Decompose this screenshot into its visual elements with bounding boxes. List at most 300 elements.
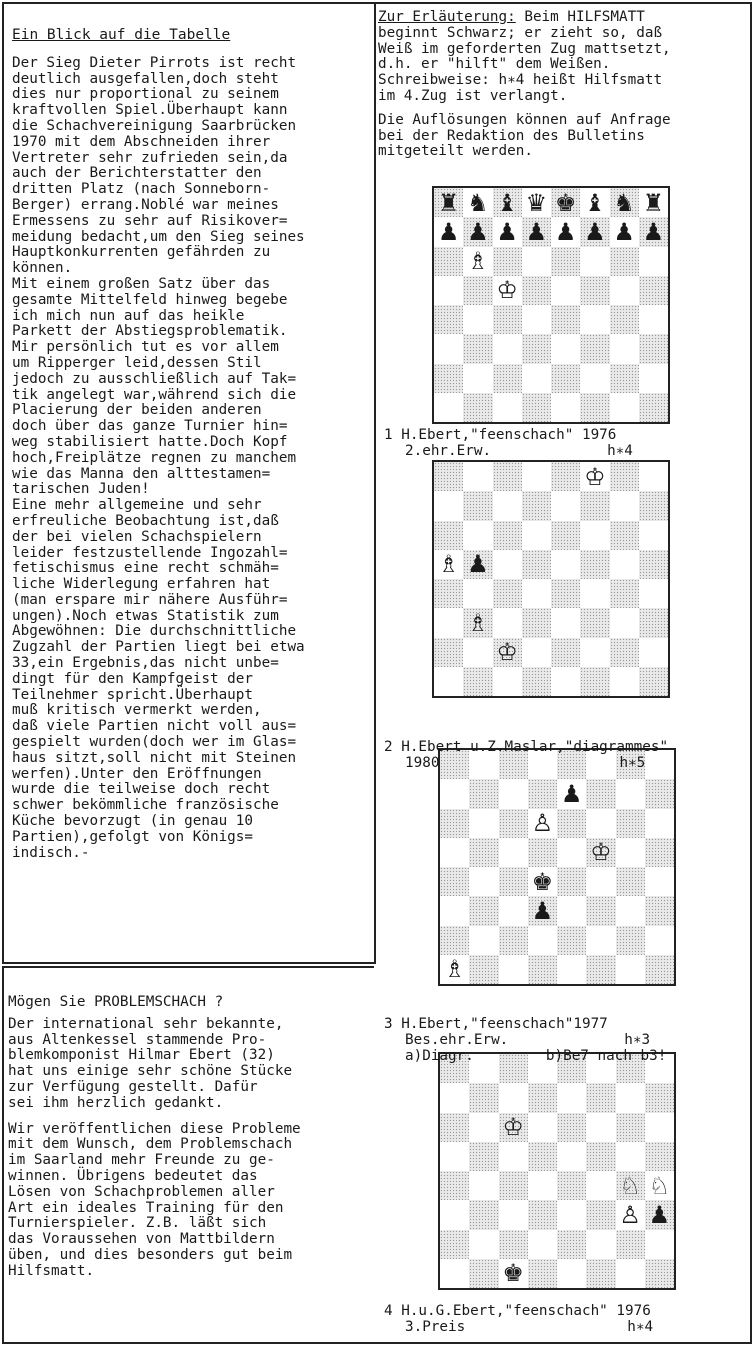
board-square bbox=[616, 1230, 645, 1259]
board-square bbox=[463, 521, 492, 550]
board-square bbox=[493, 364, 522, 393]
caption-award bbox=[384, 1320, 748, 1336]
board-square bbox=[586, 809, 615, 838]
board-square bbox=[469, 1113, 498, 1142]
board-square bbox=[580, 521, 609, 550]
white-bishop-icon: ♗ bbox=[467, 608, 489, 637]
board-square bbox=[522, 305, 551, 334]
text-line: Der international sehr bekannte, bbox=[8, 1015, 284, 1032]
caption-problem-4 bbox=[384, 1304, 748, 1336]
board-square bbox=[493, 550, 522, 579]
text-line: zur Verfügung gestellt. Dafür bbox=[8, 1078, 258, 1095]
board-square bbox=[639, 462, 668, 491]
board-square bbox=[610, 334, 639, 363]
board-square bbox=[645, 955, 674, 984]
board-square bbox=[499, 867, 528, 896]
caption-problem-2 bbox=[384, 740, 748, 772]
board-square bbox=[580, 364, 609, 393]
board-square bbox=[434, 550, 463, 579]
board-square bbox=[639, 393, 668, 422]
board-square bbox=[580, 608, 609, 637]
text-line: hoch,Freiplätze regnen zu manchem bbox=[12, 449, 297, 466]
text-line: blemkomponist Hilmar Ebert (32) bbox=[8, 1047, 275, 1064]
board-square bbox=[557, 1142, 586, 1171]
board-square bbox=[610, 247, 639, 276]
chess-diagram-2 bbox=[432, 460, 670, 698]
text-line: 1970 mit dem Abschneiden ihrer bbox=[12, 133, 271, 150]
board-square bbox=[610, 550, 639, 579]
text-line: auch der Berichterstatter den bbox=[12, 165, 262, 182]
black-king-icon: ♚ bbox=[554, 188, 577, 217]
board-square bbox=[440, 955, 469, 984]
board-square bbox=[528, 955, 557, 984]
text-line: liche Widerlegung erfahren hat bbox=[12, 576, 271, 593]
caption-problem-1 bbox=[384, 428, 748, 460]
text-line: meidung bedacht,um den Sieg seines bbox=[12, 228, 305, 245]
text-line: dingt für den Kampfgeist der bbox=[12, 670, 254, 687]
board-square bbox=[522, 188, 551, 217]
board-square bbox=[580, 217, 609, 246]
board-square bbox=[639, 579, 668, 608]
board-square bbox=[645, 1083, 674, 1112]
board-square bbox=[551, 217, 580, 246]
caption-twin-b: b)Be7 nach b3! bbox=[545, 1047, 667, 1064]
black-pawn-icon: ♟ bbox=[467, 217, 489, 246]
board-square bbox=[493, 491, 522, 520]
text-line: dies nur proportional zu seinem bbox=[12, 86, 279, 103]
board-square bbox=[639, 638, 668, 667]
board-square bbox=[440, 1200, 469, 1229]
board-square bbox=[639, 667, 668, 696]
black-king-icon: ♚ bbox=[502, 1259, 524, 1288]
text-line: Ermessens zu sehr auf Risikover= bbox=[12, 212, 288, 229]
text-line: Mir persönlich tut es vor allem bbox=[12, 339, 279, 356]
board-square bbox=[645, 1171, 674, 1200]
board-square bbox=[616, 838, 645, 867]
board-square bbox=[580, 247, 609, 276]
black-pawn-icon: ♟ bbox=[531, 896, 554, 925]
caption-twin-a: a)Diagr. bbox=[405, 1047, 474, 1064]
caption-award-text: Bes.ehr.Erw. bbox=[405, 1031, 509, 1048]
explanation-heading: Zur Erläuterung: bbox=[378, 9, 516, 25]
board-square bbox=[645, 1259, 674, 1288]
board-square bbox=[645, 838, 674, 867]
board-square bbox=[440, 1259, 469, 1288]
explanation-body bbox=[378, 26, 748, 105]
board-square bbox=[499, 1142, 528, 1171]
board-square bbox=[469, 1142, 498, 1171]
board-square bbox=[586, 955, 615, 984]
board-square bbox=[463, 364, 492, 393]
board-square bbox=[551, 247, 580, 276]
white-bishop-icon: ♗ bbox=[443, 955, 466, 984]
board-square bbox=[586, 1113, 615, 1142]
text-line: wie das Manna den alttestamen= bbox=[12, 465, 271, 482]
board-square bbox=[586, 1083, 615, 1112]
board-square bbox=[493, 579, 522, 608]
chess-diagram-3 bbox=[438, 748, 676, 986]
board-square bbox=[610, 393, 639, 422]
board-square bbox=[610, 638, 639, 667]
text-line: ich mich nun auf das heikle bbox=[12, 307, 245, 324]
white-pawn-icon: ♙ bbox=[619, 1200, 641, 1229]
text-line: weg stabilisiert hatte.Doch Kopf bbox=[12, 433, 288, 450]
problem-article bbox=[8, 995, 372, 1280]
text-line: wurde die teilweise doch recht bbox=[12, 781, 271, 798]
text-line: Hauptkonkurrenten gefährden zu bbox=[12, 244, 271, 261]
board-square bbox=[610, 276, 639, 305]
board-square bbox=[469, 809, 498, 838]
board-square bbox=[522, 491, 551, 520]
board-square bbox=[551, 638, 580, 667]
board-square bbox=[580, 305, 609, 334]
black-king-icon: ♚ bbox=[531, 867, 554, 896]
board-square bbox=[493, 393, 522, 422]
board-square bbox=[610, 579, 639, 608]
board-square bbox=[440, 896, 469, 925]
white-king-icon: ♔ bbox=[496, 638, 518, 667]
board-square bbox=[434, 579, 463, 608]
top-rule-right bbox=[376, 2, 750, 4]
board-square bbox=[463, 608, 492, 637]
board-square bbox=[440, 779, 469, 808]
board-square bbox=[440, 1113, 469, 1142]
black-pawn-icon: ♟ bbox=[642, 217, 665, 246]
board-square bbox=[434, 188, 463, 217]
board-square bbox=[463, 217, 492, 246]
board-square bbox=[610, 521, 639, 550]
board-square bbox=[440, 809, 469, 838]
board-square bbox=[616, 809, 645, 838]
board-square bbox=[645, 926, 674, 955]
black-pawn-icon: ♟ bbox=[496, 217, 518, 246]
board-square bbox=[499, 1230, 528, 1259]
text-line: beginnt Schwarz; er zieht so, daß bbox=[378, 24, 663, 41]
board-square bbox=[586, 779, 615, 808]
board-square bbox=[522, 217, 551, 246]
board-square bbox=[557, 867, 586, 896]
board-square bbox=[551, 188, 580, 217]
text-line: Zugzahl der Partien liegt bei etwa bbox=[12, 639, 305, 656]
text-line: das Voraussehen von Mattbildern bbox=[8, 1231, 275, 1248]
board-square bbox=[551, 364, 580, 393]
black-knight-icon: ♞ bbox=[613, 188, 635, 217]
problem-article-body bbox=[8, 1122, 372, 1280]
caption-award bbox=[384, 1033, 748, 1049]
text-line: ungen).Noch etwas Statistik zum bbox=[12, 607, 279, 624]
board-square bbox=[616, 955, 645, 984]
solutions-note bbox=[378, 113, 748, 160]
text-line: Weiß im geforderten Zug mattsetzt, bbox=[378, 40, 671, 57]
text-line: daß viele Partien nicht voll aus= bbox=[12, 718, 297, 735]
text-line: im Saarland mehr Freunde zu ge- bbox=[8, 1152, 275, 1169]
board-square bbox=[469, 896, 498, 925]
board-square bbox=[639, 491, 668, 520]
text-line: die Schachvereinigung Saarbrücken bbox=[12, 117, 297, 134]
white-knight-icon: ♘ bbox=[648, 1171, 671, 1200]
board-square bbox=[528, 1142, 557, 1171]
board-square bbox=[551, 667, 580, 696]
board-square bbox=[645, 779, 674, 808]
board-square bbox=[551, 334, 580, 363]
white-bishop-icon: ♗ bbox=[467, 247, 489, 276]
board-square bbox=[493, 217, 522, 246]
board-square bbox=[499, 896, 528, 925]
board-square bbox=[469, 1200, 498, 1229]
board-square bbox=[616, 1113, 645, 1142]
text-line: hat uns einige sehr schöne Stücke bbox=[8, 1063, 293, 1080]
caption-stipulation: h∗5 bbox=[619, 754, 646, 771]
board-square bbox=[586, 896, 615, 925]
board-square bbox=[586, 1171, 615, 1200]
text-line: Art ein ideales Training für den bbox=[8, 1199, 284, 1216]
board-square bbox=[469, 867, 498, 896]
text-line: Parkett der Abstiegsproblematik. bbox=[12, 323, 288, 340]
board-square bbox=[639, 188, 668, 217]
text-line: Partien),gefolgt von Königs= bbox=[12, 828, 254, 845]
text-line: im 4.Zug ist verlangt. bbox=[378, 87, 568, 104]
text-line: tarischen Juden! bbox=[12, 481, 150, 498]
text-line: Turnierspieler. Z.B. läßt sich bbox=[8, 1215, 267, 1232]
text-line: mit dem Wunsch, dem Problemschach bbox=[8, 1136, 293, 1153]
board-square bbox=[639, 305, 668, 334]
white-pawn-icon: ♙ bbox=[531, 809, 554, 838]
board-square bbox=[528, 1230, 557, 1259]
board-square bbox=[586, 1259, 615, 1288]
text-line: Wir veröffentlichen diese Probleme bbox=[8, 1120, 301, 1137]
board-square bbox=[434, 462, 463, 491]
board-square bbox=[522, 334, 551, 363]
board-square bbox=[469, 926, 498, 955]
board-square bbox=[528, 926, 557, 955]
black-knight-icon: ♞ bbox=[467, 188, 489, 217]
board-square bbox=[639, 217, 668, 246]
text-line: deutlich ausgefallen,doch steht bbox=[12, 70, 279, 87]
bottom-rule bbox=[2, 1342, 752, 1344]
caption-stipulation: h∗4 bbox=[627, 1318, 654, 1335]
caption-source: 3 H.Ebert,"feenschach"1977 bbox=[384, 1016, 608, 1032]
board-square bbox=[580, 334, 609, 363]
board-square bbox=[580, 667, 609, 696]
black-pawn-icon: ♟ bbox=[525, 217, 548, 246]
board-square bbox=[557, 809, 586, 838]
board-square bbox=[440, 838, 469, 867]
board-square bbox=[463, 667, 492, 696]
text-line: schwer bekömmliche französische bbox=[12, 797, 279, 814]
board-square bbox=[499, 926, 528, 955]
board-square bbox=[639, 276, 668, 305]
board-square bbox=[639, 608, 668, 637]
board-square bbox=[463, 393, 492, 422]
text-line: 33,ein Ergebnis,das nicht unbe= bbox=[12, 655, 279, 672]
board-square bbox=[551, 491, 580, 520]
white-king-icon: ♔ bbox=[590, 838, 612, 867]
board-square bbox=[528, 838, 557, 867]
board-square bbox=[551, 521, 580, 550]
left-border-lower bbox=[2, 966, 4, 1342]
board-square bbox=[493, 305, 522, 334]
board-square bbox=[493, 608, 522, 637]
board-square bbox=[528, 1113, 557, 1142]
board-square bbox=[557, 779, 586, 808]
board-square bbox=[616, 1171, 645, 1200]
black-pawn-icon: ♟ bbox=[554, 217, 577, 246]
board-square bbox=[493, 334, 522, 363]
caption-award bbox=[384, 756, 748, 772]
black-pawn-icon: ♟ bbox=[560, 779, 583, 808]
text-line: sei ihm herzlich gedankt. bbox=[8, 1094, 224, 1111]
board-square bbox=[499, 1171, 528, 1200]
board-square bbox=[522, 667, 551, 696]
board-square bbox=[493, 276, 522, 305]
board-square bbox=[434, 667, 463, 696]
text-line: um Ripperger leid,dessen Stil bbox=[12, 354, 262, 371]
black-bishop-icon: ♝ bbox=[584, 188, 606, 217]
board-square bbox=[551, 305, 580, 334]
board-square bbox=[493, 638, 522, 667]
board-square bbox=[586, 1230, 615, 1259]
board-square bbox=[463, 334, 492, 363]
caption-award-text: 2.ehr.Erw. bbox=[405, 442, 492, 459]
explanation-line-1 bbox=[378, 10, 748, 26]
text-line: Der Sieg Dieter Pirrots ist recht bbox=[12, 54, 297, 71]
board-square bbox=[434, 521, 463, 550]
board-square bbox=[639, 521, 668, 550]
board-square bbox=[586, 1200, 615, 1229]
caption-award-text: 1980 bbox=[405, 754, 440, 771]
text-line: aus Altenkessel stammende Pro- bbox=[8, 1031, 267, 1048]
board-square bbox=[557, 1171, 586, 1200]
chess-diagram-4 bbox=[438, 1052, 676, 1290]
board-square bbox=[499, 1113, 528, 1142]
board-square bbox=[528, 896, 557, 925]
board-square bbox=[616, 867, 645, 896]
black-pawn-icon: ♟ bbox=[437, 217, 460, 246]
board-square bbox=[499, 1083, 528, 1112]
board-square bbox=[616, 926, 645, 955]
text-line: Mit einem großen Satz über das bbox=[12, 275, 271, 292]
chess-diagram-1 bbox=[432, 186, 670, 424]
text-line: haus sitzt,soll nicht mit Steinen bbox=[12, 749, 297, 766]
text-line: jedoch zu ausschließlich auf Tak= bbox=[12, 370, 297, 387]
black-pawn-icon: ♟ bbox=[648, 1200, 671, 1229]
text-line: indisch.- bbox=[12, 844, 90, 861]
board-square bbox=[528, 1171, 557, 1200]
black-pawn-icon: ♟ bbox=[584, 217, 606, 246]
text-line: gespielt wurden(doch wer im Glas= bbox=[12, 734, 297, 751]
board-square bbox=[557, 1200, 586, 1229]
board-square bbox=[499, 1259, 528, 1288]
board-square bbox=[469, 955, 498, 984]
text-line: bei der Redaktion des Bulletins bbox=[378, 127, 645, 144]
board-square bbox=[463, 276, 492, 305]
board-square bbox=[434, 393, 463, 422]
black-pawn-icon: ♟ bbox=[467, 550, 489, 579]
board-square bbox=[440, 1230, 469, 1259]
board-square bbox=[463, 638, 492, 667]
caption-problem-3 bbox=[384, 1017, 748, 1064]
board-square bbox=[463, 188, 492, 217]
board-square bbox=[645, 1113, 674, 1142]
board-square bbox=[616, 1200, 645, 1229]
board-square bbox=[434, 247, 463, 276]
board-square bbox=[580, 188, 609, 217]
board-square bbox=[610, 188, 639, 217]
section-divider bbox=[2, 966, 374, 968]
board-square bbox=[639, 334, 668, 363]
text-line: Teilnehmer spricht.Überhaupt bbox=[12, 686, 254, 703]
caption-source: 1 H.Ebert,"feenschach" 1976 bbox=[384, 427, 617, 443]
board-square bbox=[434, 608, 463, 637]
white-bishop-icon: ♗ bbox=[437, 550, 460, 579]
board-square bbox=[557, 896, 586, 925]
board-square bbox=[499, 809, 528, 838]
text-line: Die Auflösungen können auf Anfrage bbox=[378, 111, 671, 128]
board-square bbox=[522, 550, 551, 579]
explanation-intro: Beim HILFSMATT bbox=[515, 9, 645, 25]
board-square bbox=[551, 276, 580, 305]
article-title: Ein Blick auf die Tabelle bbox=[12, 27, 231, 43]
white-king-icon: ♔ bbox=[584, 462, 606, 491]
board-square bbox=[434, 334, 463, 363]
board-square bbox=[440, 1142, 469, 1171]
board-square bbox=[616, 1259, 645, 1288]
text-line: Eine mehr allgemeine und sehr bbox=[12, 497, 262, 514]
caption-award-text: 3.Preis bbox=[405, 1318, 466, 1335]
board-square bbox=[528, 1083, 557, 1112]
board-square bbox=[616, 1142, 645, 1171]
article-body bbox=[12, 56, 372, 862]
white-king-icon: ♔ bbox=[502, 1113, 524, 1142]
board-square bbox=[469, 838, 498, 867]
board-square bbox=[522, 579, 551, 608]
board-square bbox=[610, 364, 639, 393]
board-square bbox=[645, 867, 674, 896]
board-square bbox=[645, 1230, 674, 1259]
board-square bbox=[639, 550, 668, 579]
board-square bbox=[434, 491, 463, 520]
board-square bbox=[469, 1171, 498, 1200]
problem-article-intro bbox=[8, 1017, 372, 1112]
board-square bbox=[551, 462, 580, 491]
right-border bbox=[750, 2, 752, 1342]
board-square bbox=[580, 276, 609, 305]
board-square bbox=[616, 896, 645, 925]
board-square bbox=[463, 247, 492, 276]
board-square bbox=[440, 867, 469, 896]
text-line: kraftvollen Spiel.Überhaupt kann bbox=[12, 102, 288, 119]
board-square bbox=[522, 276, 551, 305]
board-square bbox=[610, 491, 639, 520]
board-square bbox=[463, 305, 492, 334]
board-square bbox=[463, 579, 492, 608]
white-knight-icon: ♘ bbox=[619, 1171, 641, 1200]
board-square bbox=[528, 809, 557, 838]
board-square bbox=[616, 779, 645, 808]
caption-twins bbox=[384, 1049, 748, 1065]
caption-source: 2 H.Ebert u.Z.Maslar,"diagrammes" bbox=[384, 739, 669, 755]
board-square bbox=[499, 779, 528, 808]
board-square bbox=[557, 838, 586, 867]
board-square bbox=[493, 521, 522, 550]
caption-stipulation: h∗3 bbox=[624, 1031, 651, 1048]
text-line: Küche bevorzugt (in genau 10 bbox=[12, 813, 254, 830]
board-square bbox=[440, 926, 469, 955]
board-square bbox=[586, 867, 615, 896]
black-bishop-icon: ♝ bbox=[496, 188, 518, 217]
board-square bbox=[580, 491, 609, 520]
board-square bbox=[522, 247, 551, 276]
